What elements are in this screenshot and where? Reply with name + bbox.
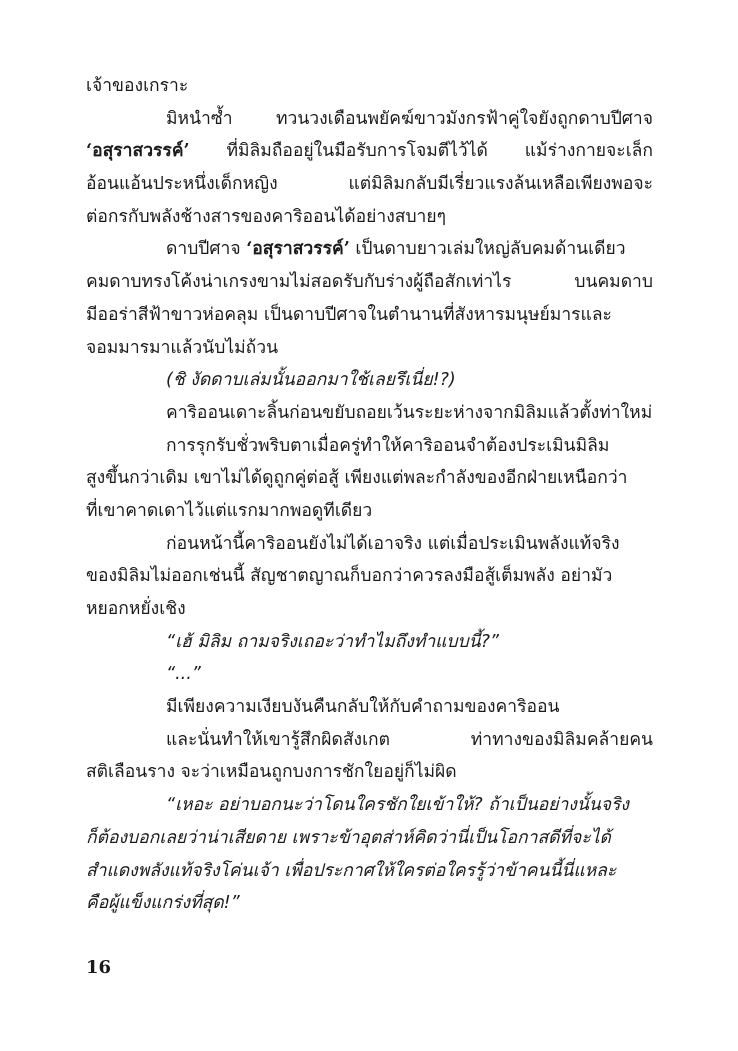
text-line: สติเลือนราง จะว่าเหมือนถูกบงการชักใยอยู่ก็ไม่ผิด [86, 762, 457, 783]
dialogue-line: สำแดงพลังแท้จริงโค่นเจ้า เพื่อประกาศให้ใครต่อใครรู้ว่าข้าคนนี้นี่แหละ [86, 860, 617, 881]
text-line: จอมมารมาแล้วนับไม่ถ้วน [86, 337, 279, 358]
thought-line: (ชิ งัดดาบเล่มนั้นออกมาใช้เลยรึเนี่ย!?) [166, 370, 456, 391]
text-line: สูงขึ้นกว่าเดิม เขาไม่ได้ดูถูกคู่ต่อสู้ เพียงแต่พละกำลังของอีกฝ่ายเหนือกว่า [86, 468, 628, 489]
dialogue-line: ก็ต้องบอกเลยว่าน่าเสียดาย เพราะข้าอุตส่าห์คิดว่านี่เป็นโอกาสดีที่จะได้ [86, 827, 611, 848]
body-text [86, 70, 653, 920]
text-segment: อ้อนแอ้นประหนึ่งเด็กหญิง [86, 174, 278, 195]
text-line [86, 103, 653, 136]
text-line [86, 724, 653, 757]
text-line [86, 135, 653, 168]
text-segment: ดาบปีศาจ [166, 239, 241, 260]
sword-name-bold: ‘อสุราสวรรค์’ [86, 141, 190, 162]
sword-name-bold: ‘อสุราสวรรค์’ [246, 239, 350, 260]
dialogue-line: คือผู้แข็งแกร่งที่สุด!” [86, 893, 240, 914]
text-line: เจ้าของเกราะ [86, 76, 189, 96]
text-line [86, 233, 653, 266]
text-segment: แต่มิลิมกลับมีเรี่ยวแรงล้นเหลือเพียงพอจะ [348, 174, 653, 195]
text-line: ก่อนหน้านี้คาริออนยังไม่ได้เอาจริง แต่เมื่อประเมินพลังแท้จริง [166, 533, 620, 554]
text-line: ของมิลิมไม่ออกเช่นนี้ สัญชาตญาณก็บอกว่าควรลงมือสู้เต็มพลัง อย่ามัว [86, 566, 613, 587]
text-segment: บนคมดาบ [574, 272, 653, 293]
text-segment: แม้ร่างกายจะเล็ก [524, 141, 653, 162]
dialogue-line: “...” [166, 664, 201, 685]
text-segment: เป็นดาบยาวเล่มใหญ่ลับคมด้านเดียว [355, 239, 626, 260]
text-line: ที่เขาคาดเดาไว้แต่แรกมากพอดูทีเดียว [86, 500, 373, 521]
text-line: หยอกหยั่งเชิง [86, 599, 186, 619]
text-line: ต่อกรกับพลังช้างสารของคาริออนได้อย่างสบายๆ [86, 206, 447, 227]
text-line [86, 266, 653, 299]
text-line: มีออร่าสีฟ้าขาวห่อคลุม เป็นดาบปีศาจในตำนานที่สังหารมนุษย์มารและ [86, 304, 612, 325]
text-line [86, 168, 653, 201]
dialogue-line: “เฮ้ มิลิม ถามจริงเถอะว่าทำไมถึงทำแบบนี้?” [166, 631, 499, 652]
text-segment: คมดาบทรงโค้งน่าเกรงขามไม่สอดรับกับร่างผู้ถือสักเท่าไร [86, 272, 512, 293]
text-segment: ที่มิลิมถืออยู่ในมือรับการโจมตีไว้ได้ [226, 141, 488, 162]
text-segment: ทวนวงเดือนพยัคฆ์ขาวมังกรฟ้าคู่ใจยังถูกดาบปีศาจ [275, 108, 653, 129]
dialogue-line: “เหอะ อย่าบอกนะว่าโดนใครชักใยเข้าให้? ถ้าเป็นอย่างนั้นจริง [166, 795, 629, 816]
text-line: การรุกรับชั่วพริบตาเมื่อครู่ทำให้คาริออนจำต้องประเมินมิลิม [166, 435, 610, 456]
text-segment: และนั่นทำให้เขารู้สึกผิดสังเกต [166, 729, 391, 750]
text-line: มีเพียงความเงียบงันคืนกลับให้กับคำถามของคาริออน [166, 697, 560, 718]
text-segment: มิหนำซ้ำ [166, 108, 233, 129]
text-line: คาริออนเดาะลิ้นก่อนขยับถอยเว้นระยะห่างจากมิลิมแล้วตั้งท่าใหม่ [166, 402, 653, 423]
text-segment: ท่าทางของมิลิมคล้ายคน [470, 729, 653, 750]
page-number: 16 [86, 957, 112, 978]
